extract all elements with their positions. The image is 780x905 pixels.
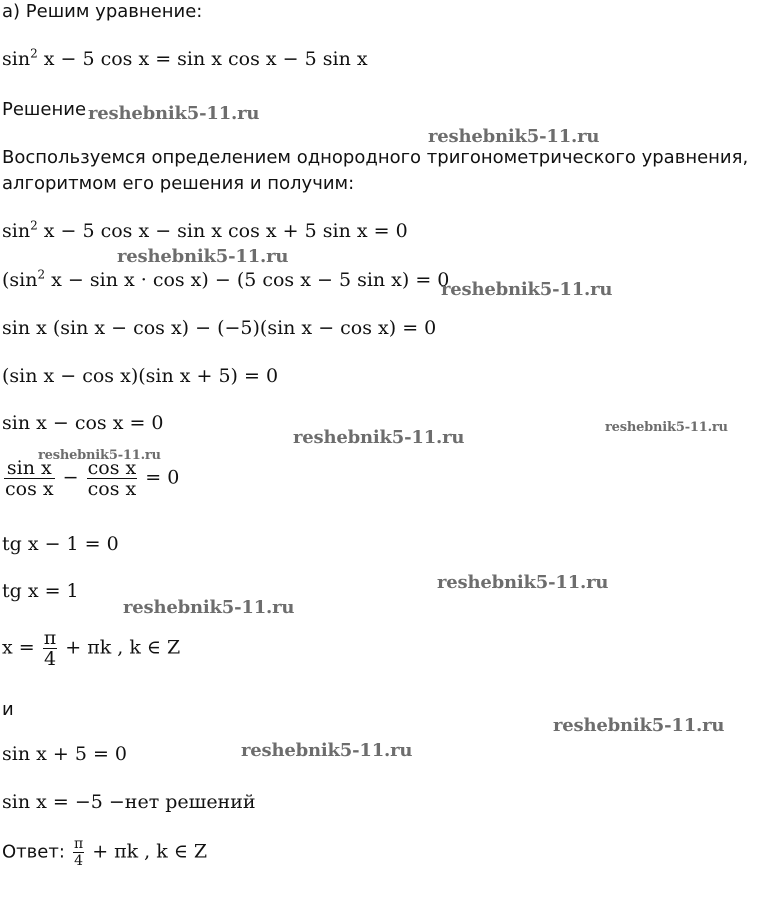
fraction-numerator: π — [43, 627, 57, 649]
watermark: reshebnik5-11.ru — [38, 448, 161, 463]
step-5: sin x − cos x = 0 — [2, 412, 164, 434]
watermark: reshebnik5-11.ru — [88, 103, 260, 124]
step-11: sin x = −5 −нет решений — [2, 791, 256, 813]
intro-line-2: алгоритмом его решения и получим: — [2, 173, 355, 194]
watermark: reshebnik5-11.ru — [293, 427, 465, 448]
step-2 — [2, 268, 449, 292]
fraction-denominator: 4 — [43, 648, 57, 670]
fraction-denominator: cos x — [5, 478, 54, 500]
step-8: tg x = 1 — [2, 580, 79, 602]
solution-label: Решение — [2, 99, 87, 120]
watermark: reshebnik5-11.ru — [123, 597, 295, 618]
fraction-cos-over-cos — [87, 458, 138, 499]
equals-zero: = 0 — [145, 466, 180, 489]
fraction-sin-over-cos — [4, 458, 55, 499]
task-label: а) Решим уравнение: — [2, 1, 203, 22]
answer-label: Ответ: — [2, 841, 65, 863]
intro-line-1: Воспользуемся определением однородного тригонометрического уравнения, — [2, 147, 749, 168]
step-1-part-b: x − 5 cos x − sin x cos x + 5 sin x = 0 — [37, 220, 408, 242]
watermark: reshebnik5-11.ru — [428, 126, 600, 147]
step-4: (sin x − cos x)(sin x + 5) = 0 — [2, 365, 279, 387]
watermark: reshebnik5-11.ru — [117, 246, 289, 267]
fraction-denominator: 4 — [74, 853, 83, 869]
equation-part-a: sin — [2, 48, 31, 70]
fraction-numerator: cos x — [87, 457, 137, 479]
step-10: sin x + 5 = 0 — [2, 743, 127, 765]
step-9 — [2, 628, 180, 669]
main-equation — [2, 47, 368, 71]
step-6 — [2, 458, 179, 499]
fraction-numerator: π — [73, 836, 84, 852]
watermark: reshebnik5-11.ru — [437, 572, 609, 593]
answer-line — [2, 836, 207, 869]
step-2-part-a: (sin — [2, 269, 38, 291]
answer-tail: + πk , k ∈ Z — [92, 840, 208, 863]
watermark: reshebnik5-11.ru — [605, 420, 728, 435]
watermark: reshebnik5-11.ru — [553, 715, 725, 736]
equation-exponent: 2 — [30, 46, 38, 61]
general-solution-tail: + πk , k ∈ Z — [65, 636, 181, 659]
step-2-exponent: 2 — [37, 267, 46, 282]
minus-sign: − — [62, 466, 79, 489]
step-1-exponent: 2 — [30, 218, 38, 233]
fraction-pi-over-4 — [43, 628, 58, 669]
answer-fraction-pi-over-4 — [73, 836, 84, 869]
x-equals: x = — [2, 636, 35, 659]
step-1-part-a: sin — [2, 220, 31, 242]
conjunction-and: и — [2, 699, 14, 720]
fraction-denominator: cos x — [87, 478, 137, 500]
watermark: reshebnik5-11.ru — [441, 279, 613, 300]
step-2-part-b: x − sin x · cos x) − (5 cos x − 5 sin x) = 0 — [45, 269, 450, 291]
fraction-numerator: sin x — [4, 458, 55, 479]
equation-part-b: x − 5 cos x = sin x cos x − 5 sin x — [37, 48, 368, 70]
step-1 — [2, 219, 408, 243]
step-7: tg x − 1 = 0 — [2, 533, 119, 555]
watermark: reshebnik5-11.ru — [241, 740, 413, 761]
step-3: sin x (sin x − cos x) − (−5)(sin x − cos x) = 0 — [2, 317, 437, 339]
